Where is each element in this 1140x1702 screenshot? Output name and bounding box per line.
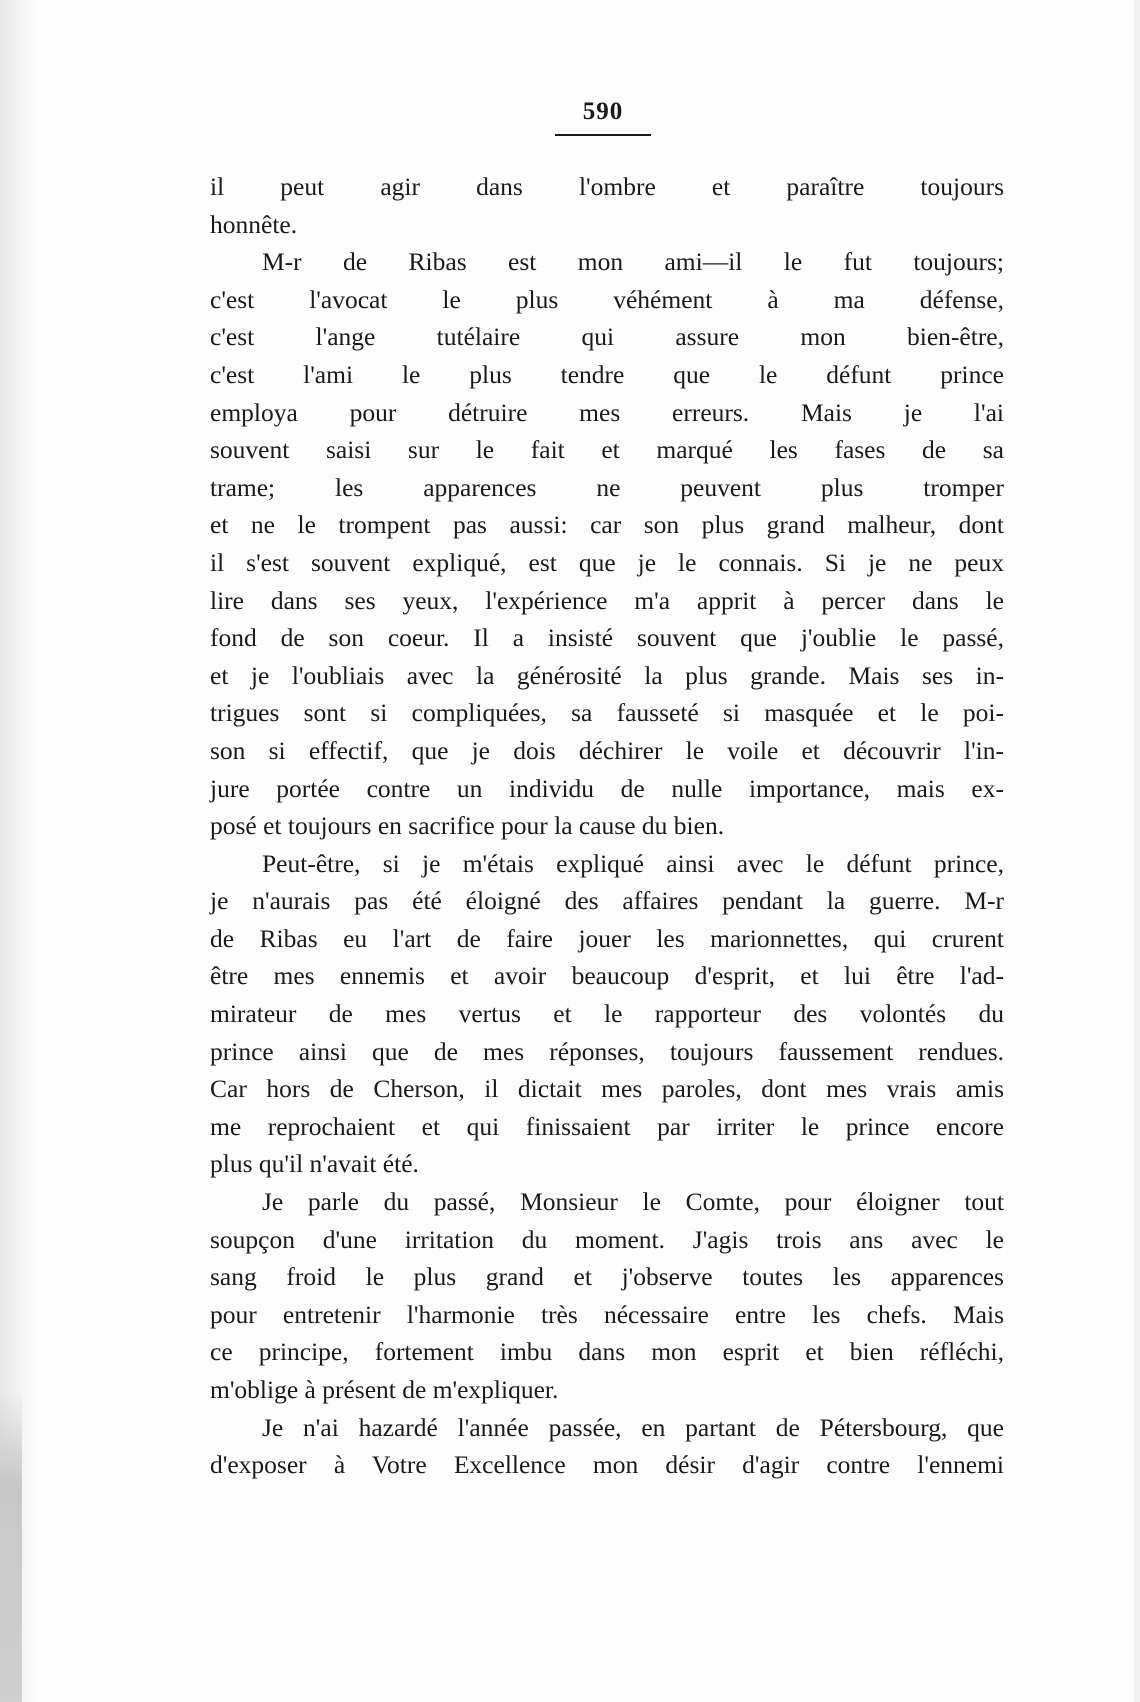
text-line: trigues sont si compliquées, sa fausseté si masquée et le poi- bbox=[210, 698, 1004, 728]
text-line: sang froid le plus grand et j'observe toutes les apparences bbox=[210, 1262, 1004, 1292]
page-edge bbox=[1134, 0, 1140, 1702]
text-line: souvent saisi sur le fait et marqué les fases de sa bbox=[210, 435, 1004, 465]
text-line: et je l'oubliais avec la générosité la plus grande. Mais ses in- bbox=[210, 660, 1004, 690]
text-line: lire dans ses yeux, l'expérience m'a apprit à percer dans le bbox=[210, 585, 1004, 615]
text-line: trame; les apparences ne peuvent plus tromper bbox=[210, 472, 1004, 502]
text-line: plus qu'il n'avait été. bbox=[210, 1149, 419, 1179]
text-line: honnête. bbox=[210, 209, 298, 239]
text-line: mirateur de mes vertus et le rapporteur des volontés du bbox=[210, 999, 1004, 1029]
text-line: pour entretenir l'harmonie très nécessaire entre les chefs. Mais bbox=[210, 1299, 1004, 1329]
binding-shadow-bottom bbox=[0, 1390, 22, 1702]
text-line: Je parle du passé, Monsieur le Comte, pour éloigner tout bbox=[262, 1187, 1004, 1217]
text-line: prince ainsi que de mes réponses, toujours faussement rendues. bbox=[210, 1036, 1004, 1066]
body-text bbox=[210, 168, 1004, 1484]
text-line: Je n'ai hazardé l'année passée, en partant de Pétersbourg, que bbox=[262, 1412, 1004, 1442]
text-line: c'est l'ange tutélaire qui assure mon bien-être, bbox=[210, 322, 1004, 352]
text-line: il s'est souvent expliqué, est que je le connais. Si je ne peux bbox=[210, 547, 1004, 577]
text-line: c'est l'ami le plus tendre que le défunt prince bbox=[210, 359, 1004, 389]
page-number-underline bbox=[555, 134, 651, 136]
text-line: soupçon d'une irritation du moment. J'agis trois ans avec le bbox=[210, 1224, 1004, 1254]
text-line: je n'aurais pas été éloigné des affaires pendant la guerre. M-r bbox=[210, 886, 1004, 916]
text-line: il peut agir dans l'ombre et paraître toujours bbox=[210, 172, 1004, 201]
text-line: c'est l'avocat le plus véhément à ma défense, bbox=[210, 284, 1004, 314]
text-line: employa pour détruire mes erreurs. Mais je l'ai bbox=[210, 397, 1004, 427]
text-line: Car hors de Cherson, il dictait mes paroles, dont mes vrais amis bbox=[210, 1074, 1004, 1104]
page-number: 590 bbox=[582, 98, 624, 125]
text-line: d'exposer à Votre Excellence mon désir d'agir contre l'ennemi bbox=[210, 1450, 1004, 1480]
text-line: de Ribas eu l'art de faire jouer les marionnettes, qui crurent bbox=[210, 923, 1004, 953]
text-line: jure portée contre un individu de nulle importance, mais ex- bbox=[210, 773, 1004, 803]
text-line: posé et toujours en sacrifice pour la cause du bien. bbox=[210, 811, 725, 841]
text-line: et ne le trompent pas aussi: car son plus grand malheur, dont bbox=[210, 510, 1004, 540]
text-line: Peut-être, si je m'étais expliqué ainsi avec le défunt prince, bbox=[262, 848, 1004, 878]
text-line: M-r de Ribas est mon ami—il le fut toujours; bbox=[262, 247, 1004, 277]
text-line: ce principe, fortement imbu dans mon esprit et bien réfléchi, bbox=[210, 1337, 1004, 1367]
text-line: me reprochaient et qui finissaient par irriter le prince encore bbox=[210, 1111, 1004, 1141]
text-line: m'oblige à présent de m'expliquer. bbox=[210, 1375, 559, 1404]
text-line: être mes ennemis et avoir beaucoup d'esprit, et lui être l'ad- bbox=[210, 961, 1004, 991]
text-line: fond de son coeur. Il a insisté souvent que j'oublie le passé, bbox=[210, 623, 1004, 653]
text-line: son si effectif, que je dois déchirer le voile et découvrir l'in- bbox=[210, 735, 1004, 765]
